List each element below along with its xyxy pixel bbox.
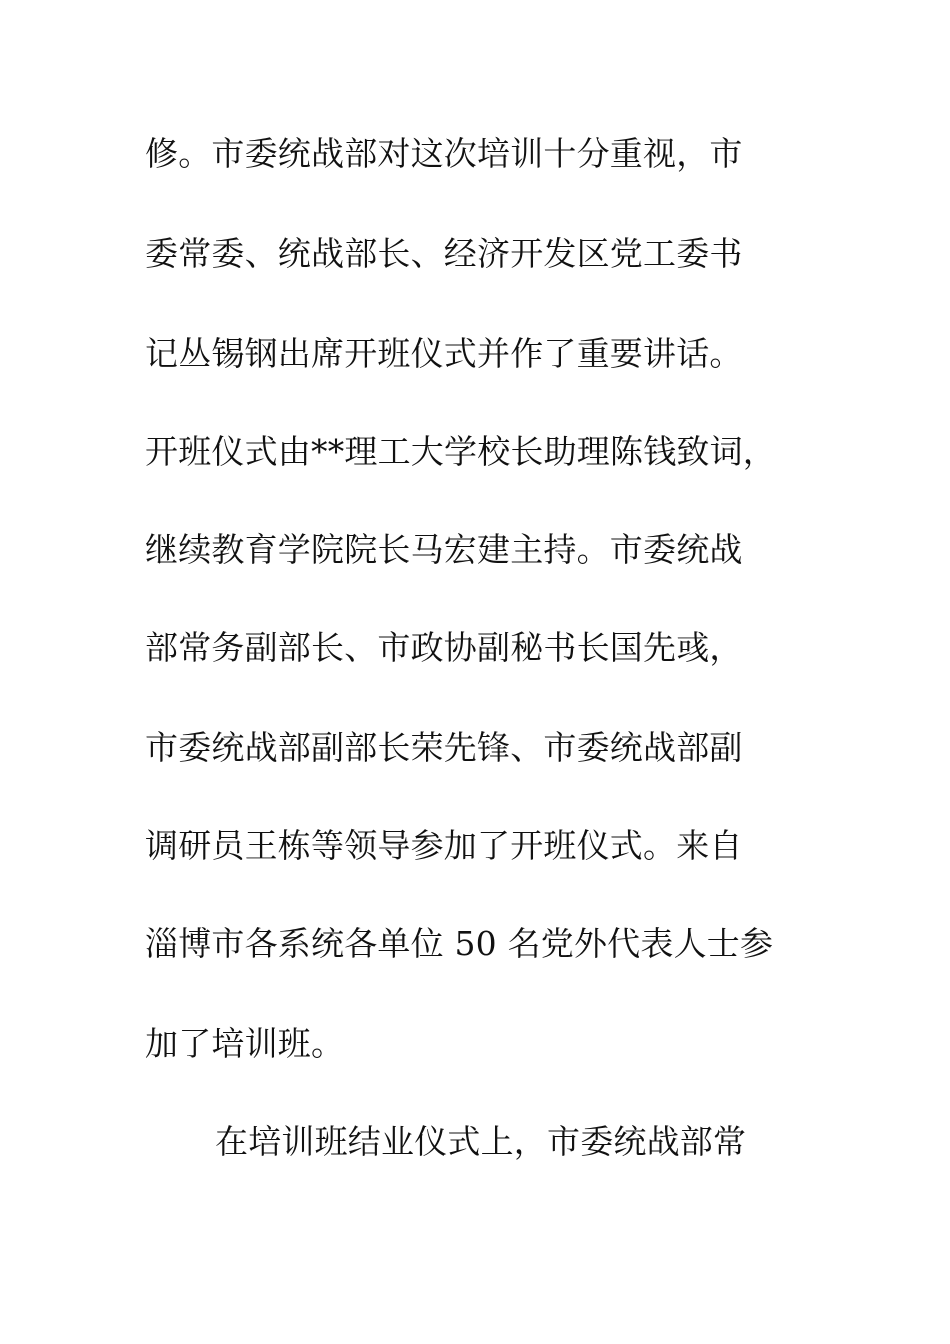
paragraph-line-4: 开班仪式由**理工大学校长助理陈钱致词， [145, 432, 776, 471]
paragraph-line-6: 部常务副部长、市政协副秘书长国先彧， [145, 628, 743, 667]
paragraph-line-2: 委常委、统战部长、经济开发区党工委书 [145, 234, 743, 273]
paragraph-line-7: 市委统战部副部长荣先锋、市委统战部副 [145, 728, 743, 767]
paragraph-line-1: 修。市委统战部对这次培训十分重视，市 [145, 134, 743, 173]
paragraph-line-3: 记丛锡钢出席开班仪式并作了重要讲话。 [145, 334, 743, 373]
paragraph-line-11: 在培训班结业仪式上，市委统战部常 [215, 1122, 747, 1161]
paragraph-line-8: 调研员王栋等领导参加了开班仪式。来自 [145, 826, 743, 865]
paragraph-line-9: 淄博市各系统各单位 50 名党外代表人士参 [145, 924, 774, 963]
paragraph-line-5: 继续教育学院院长马宏建主持。市委统战 [145, 530, 743, 569]
paragraph-line-10: 加了培训班。 [145, 1024, 345, 1063]
